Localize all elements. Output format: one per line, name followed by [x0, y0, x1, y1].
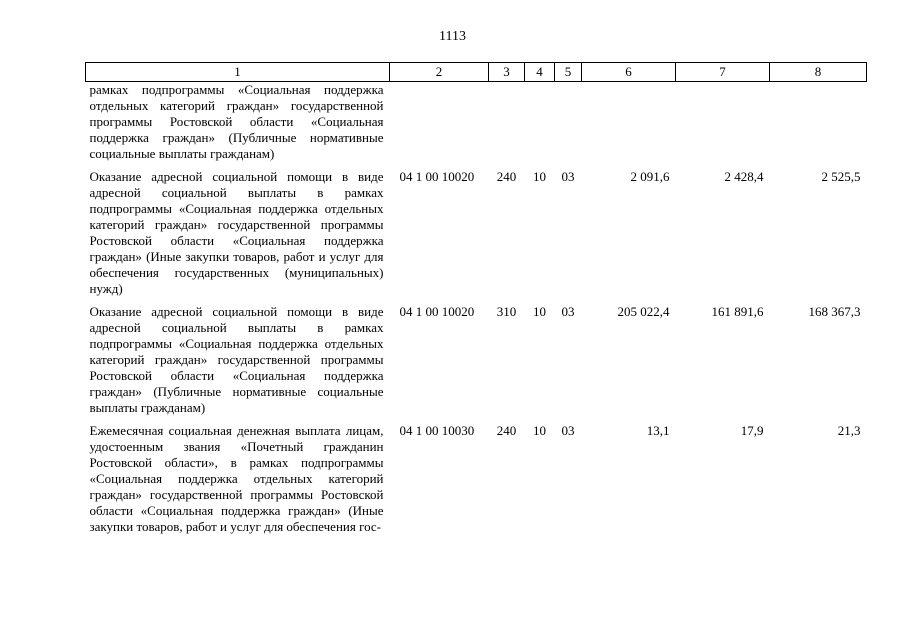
- row-description: Оказание адресной социальной помощи в виде адресной социальной выплаты в рамках подпрограммы «Социальная поддержка отдельных категорий граждан» государственной программы Ростовской области «Социальная поддержка граждан» (Иные закупки товаров, работ и услуг для обеспечения государственных (муниципальных) нужд): [89, 169, 384, 296]
- target-article-code: 04 1 00 10030: [399, 423, 475, 438]
- column-header: 7: [676, 63, 770, 82]
- section-code: 10: [533, 304, 546, 319]
- column-header: 6: [582, 63, 676, 82]
- table-row: [86, 416, 867, 535]
- section-code: 10: [533, 423, 546, 438]
- amount-col8: [770, 82, 867, 163]
- subsection-code: 03: [561, 169, 575, 184]
- amount-col7: [676, 82, 770, 163]
- column-header: 8: [770, 63, 867, 82]
- amount-col6: 13,1: [646, 423, 670, 438]
- subsection-code: 03: [561, 423, 575, 438]
- amount-col7: 17,9: [740, 423, 764, 438]
- row-description: Ежемесячная социальная денежная выплата лицам, удостоенным звания «Почетный гражданин Ростовской области», в рамках подпрограммы «Социальная поддержка отдельных категорий граждан» государственной программы Ростовской области «Социальная поддержка граждан» (Иные закупки товаров, работ и услуг для обеспечения гос-: [89, 423, 384, 534]
- subsection-code: [555, 82, 582, 163]
- column-header: 2: [390, 63, 489, 82]
- amount-col8: 21,3: [837, 423, 861, 438]
- column-header: 1: [86, 63, 390, 82]
- page-number: 1113: [439, 29, 466, 44]
- target-article-code: 04 1 00 10020: [399, 304, 475, 319]
- expense-type-code: 240: [496, 169, 517, 184]
- amount-col8: 168 367,3: [808, 304, 861, 319]
- table-row: [86, 162, 867, 297]
- amount-col6: 2 091,6: [630, 169, 670, 184]
- column-header: 5: [555, 63, 582, 82]
- column-header: 3: [489, 63, 525, 82]
- header-row: [86, 63, 867, 82]
- expense-type-code: 240: [496, 423, 517, 438]
- amount-col6: 205 022,4: [617, 304, 670, 319]
- amount-col7: 2 428,4: [724, 169, 764, 184]
- amount-col6: [582, 82, 676, 163]
- column-header: 4: [525, 63, 555, 82]
- budget-table: [85, 62, 867, 535]
- section-code: [525, 82, 555, 163]
- target-article-code: [390, 82, 489, 163]
- amount-col7: 161 891,6: [711, 304, 764, 319]
- row-description: Оказание адресной социальной помощи в виде адресной социальной выплаты в рамках подпрограммы «Социальная поддержка отдельных категорий граждан» государственной программы Ростовской области «Социальная поддержка граждан» (Публичные нормативные социальные выплаты гражданам): [89, 304, 384, 415]
- table-row: [86, 297, 867, 416]
- expense-type-code: [489, 82, 525, 163]
- target-article-code: 04 1 00 10020: [399, 169, 475, 184]
- table-row: [86, 82, 867, 163]
- amount-col8: 2 525,5: [821, 169, 861, 184]
- section-code: 10: [533, 169, 546, 184]
- expense-type-code: 310: [496, 304, 517, 319]
- row-description: рамках подпрограммы «Социальная поддержка отдельных категорий граждан» государственной программы Ростовской области «Социальная поддержка граждан» (Публичные нормативные социальные выплаты гражданам): [89, 82, 384, 161]
- subsection-code: 03: [561, 304, 575, 319]
